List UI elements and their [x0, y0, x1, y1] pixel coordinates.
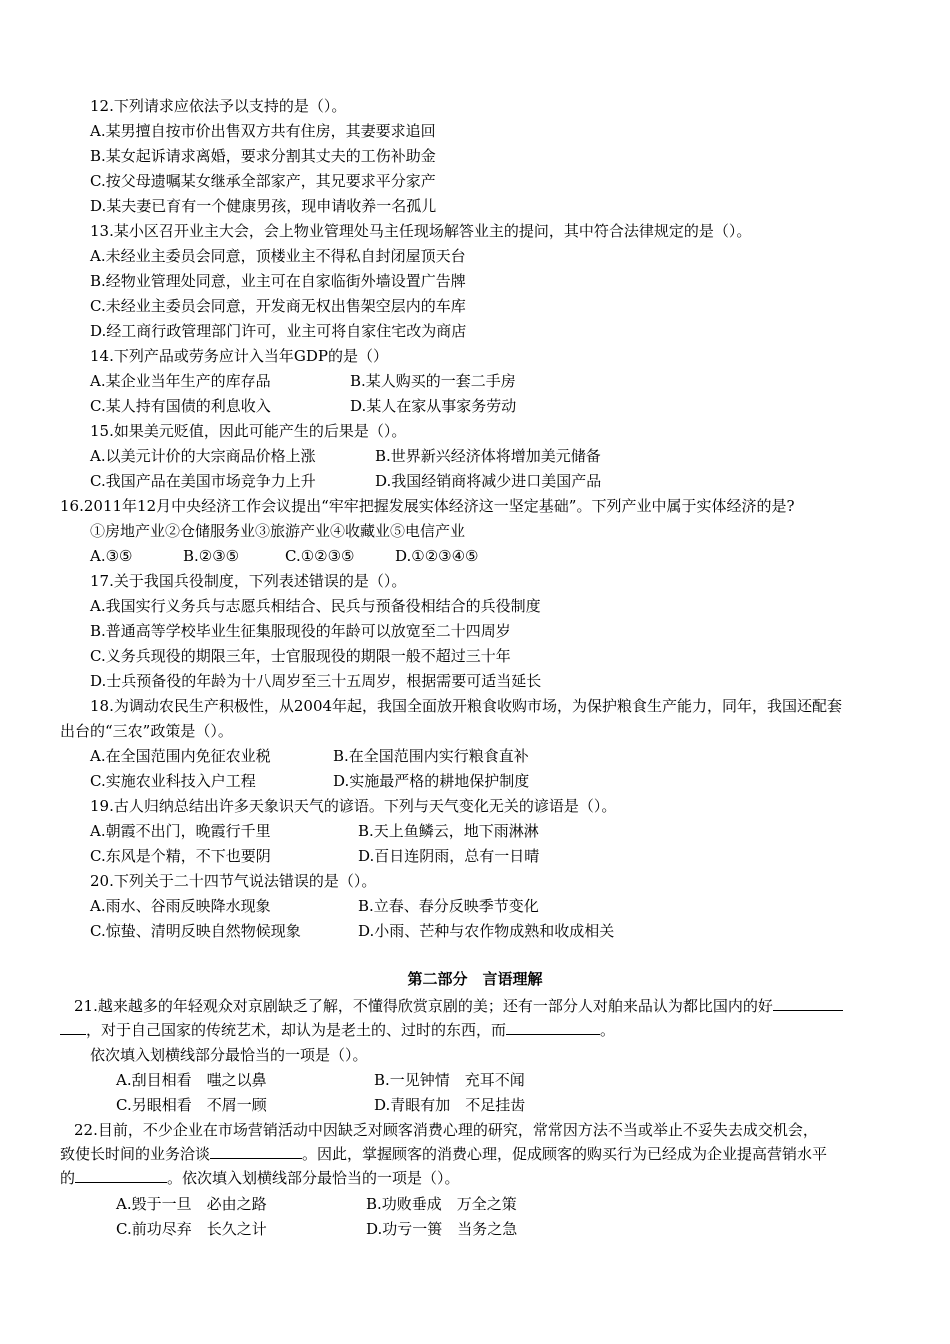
q16-stem: 16.2011年12月中央经济工作会议提出“牢牢把握发展实体经济这一坚定基础”。下列产业中属于实体经济的是? [60, 497, 795, 515]
q15-option-d: D.我国经销商将减少进口美国产品 [375, 472, 602, 490]
q14-option-c: C.某人持有国债的利息收入 [90, 397, 271, 415]
q22-option-a: A.毁于一旦 必由之路 [116, 1195, 267, 1213]
q18-options-row2 [90, 769, 529, 793]
q12-option-c: C.按父母遗嘱某女继承全部家产，其兄要求平分家产 [90, 172, 436, 190]
q21-line1-text: 21.越来越多的年轻观众对京剧缺乏了解，不懂得欣赏京剧的美；还有一部分人对舶来品认为都比国内的好 [74, 997, 773, 1015]
q14-option-b: B.某人购买的一套二手房 [350, 372, 516, 390]
q14-options-row1 [90, 369, 516, 393]
q12-option-a: A.某男擅自按市价出售双方共有住房，其妻要求追回 [90, 122, 436, 140]
q21-line1 [74, 994, 843, 1018]
q22-line2-end: 。因此，掌握顾客的消费心理，促成顾客的购买行为已经成为企业提高营销水平 [302, 1145, 828, 1163]
q18-options-row1 [90, 744, 529, 768]
q19-options-row1 [90, 819, 539, 843]
q17-option-c: C.义务兵现役的期限三年，士官服现役的期限一般不超过三十年 [90, 647, 511, 665]
q13-stem: 13.某小区召开业主大会，会上物业管理处马主任现场解答业主的提问，其中符合法律规定的是（）。 [90, 222, 752, 240]
q18-option-d: D.实施最严格的耕地保护制度 [333, 772, 530, 790]
q22-line1: 22.目前，不少企业在市场营销活动中因缺乏对顾客消费心理的研究，常常因方法不当或举止不妥失去成交机会， [74, 1121, 818, 1139]
q22-option-c: C.前功尽弃 长久之计 [116, 1220, 267, 1238]
q15-option-c: C.我国产品在美国市场竞争力上升 [90, 472, 316, 490]
q12-stem: 12.下列请求应依法予以支持的是（）。 [90, 97, 347, 115]
q18-stem-line2: 出台的“三农”政策是（）。 [60, 722, 233, 740]
q21-line2-end: 。 [600, 1021, 616, 1039]
q17-stem: 17.关于我国兵役制度，下列表述错误的是（）。 [90, 572, 407, 590]
q14-stem: 14.下列产品或劳务应计入当年GDP的是（） [90, 347, 388, 365]
q22-line3 [60, 1166, 460, 1190]
q22-blank-2 [75, 1166, 167, 1183]
q16-items: ①房地产业②仓储服务业③旅游产业④收藏业⑤电信产业 [90, 522, 466, 540]
q13-option-d: D.经工商行政管理部门许可，业主可将自家住宅改为商店 [90, 322, 467, 340]
q19-stem: 19.古人归纳总结出许多天象识天气的谚语。下列与天气变化无关的谚语是（）。 [90, 797, 617, 815]
q17-option-b: B.普通高等学校毕业生征集服现役的年龄可以放宽至二十四周岁 [90, 622, 511, 640]
q21-option-a: A.刮目相看 嗤之以鼻 [116, 1071, 267, 1089]
q16-option-b: B.②③⑤ [183, 547, 240, 565]
q21-prompt: 依次填入划横线部分最恰当的一项是（）。 [90, 1046, 368, 1064]
q20-option-c: C.惊蛰、清明反映自然物候现象 [90, 922, 301, 940]
q16-option-c: C.①②③⑤ [285, 547, 355, 565]
q22-line2 [60, 1142, 827, 1166]
q13-option-c: C.未经业主委员会同意，开发商无权出售架空层内的车库 [90, 297, 466, 315]
q19-option-a: A.朝霞不出门，晚霞行千里 [90, 822, 271, 840]
q21-line2 [60, 1018, 615, 1042]
q22-options-row1 [116, 1192, 517, 1216]
q15-stem: 15.如果美元贬值，因此可能产生的后果是（）。 [90, 422, 407, 440]
q22-option-d: D.功亏一篑 当务之急 [366, 1220, 518, 1238]
q15-option-a: A.以美元计价的大宗商品价格上涨 [90, 447, 316, 465]
q18-option-a: A.在全国范围内免征农业税 [90, 747, 271, 765]
q21-blank-1a [773, 994, 843, 1011]
q20-options-row2 [90, 919, 614, 943]
q21-option-d: D.青眼有加 不足挂齿 [374, 1096, 526, 1114]
q16-option-d: D.①②③④⑤ [395, 547, 479, 565]
q21-blank-1b [60, 1018, 86, 1035]
q16-options-row [90, 544, 479, 568]
q18-option-c: C.实施农业科技入户工程 [90, 772, 256, 790]
q13-option-a: A.未经业主委员会同意，顶楼业主不得私自封闭屋顶天台 [90, 247, 466, 265]
q20-options-row1 [90, 894, 539, 918]
q20-option-d: D.小雨、芒种与农作物成熟和收成相关 [358, 922, 615, 940]
q15-option-b: B.世界新兴经济体将增加美元储备 [375, 447, 601, 465]
q14-options-row2 [90, 394, 516, 418]
q21-options-row2 [116, 1093, 525, 1117]
q21-option-b: B.一见钟情 充耳不闻 [374, 1071, 525, 1089]
q17-option-a: A.我国实行义务兵与志愿兵相结合、民兵与预备役相结合的兵役制度 [90, 597, 541, 615]
q12-option-d: D.某夫妻已育有一个健康男孩，现申请收养一名孤儿 [90, 197, 437, 215]
q14-option-d: D.某人在家从事家务劳动 [350, 397, 517, 415]
q17-option-d: D.士兵预备役的年龄为十八周岁至三十五周岁，根据需要可适当延长 [90, 672, 542, 690]
q22-line3-text: 的 [60, 1169, 76, 1187]
q21-options-row1 [116, 1068, 525, 1092]
q21-line2-text: ，对于自己国家的传统艺术，却认为是老土的、过时的东西，而 [86, 1021, 507, 1039]
q15-options-row2 [90, 469, 601, 493]
q13-option-b: B.经物业管理处同意，业主可在自家临街外墙设置广告牌 [90, 272, 466, 290]
q19-option-d: D.百日连阴雨，总有一日晴 [358, 847, 540, 865]
q18-option-b: B.在全国范围内实行粮食直补 [333, 747, 529, 765]
section-heading: 第二部分 言语理解 [407, 970, 543, 988]
q22-line3-end: 。依次填入划横线部分最恰当的一项是（）。 [167, 1169, 460, 1187]
q21-blank-2 [506, 1018, 600, 1035]
q19-option-c: C.东风是个精，不下也要阴 [90, 847, 271, 865]
q21-option-c: C.另眼相看 不屑一顾 [116, 1096, 267, 1114]
q22-blank-1 [210, 1142, 302, 1159]
q12-option-b: B.某女起诉请求离婚，要求分割其丈夫的工伤补助金 [90, 147, 436, 165]
q18-stem-line1: 18.为调动农民生产积极性，从2004年起，我国全面放开粮食收购市场，为保护粮食生产能力，同年，我国还配套 [90, 697, 843, 715]
q15-options-row1 [90, 444, 601, 468]
q19-option-b: B.天上鱼鳞云，地下雨淋淋 [358, 822, 539, 840]
q14-option-a: A.某企业当年生产的库存品 [90, 372, 271, 390]
q20-option-a: A.雨水、谷雨反映降水现象 [90, 897, 271, 915]
q19-options-row2 [90, 844, 539, 868]
q22-option-b: B.功败垂成 万全之策 [366, 1195, 517, 1213]
q20-stem: 20.下列关于二十四节气说法错误的是（）。 [90, 872, 377, 890]
q16-option-a: A.③⑤ [90, 547, 133, 565]
q22-line2-text: 致使长时间的业务洽谈 [60, 1145, 211, 1163]
q20-option-b: B.立春、春分反映季节变化 [358, 897, 539, 915]
q22-options-row2 [116, 1217, 517, 1241]
